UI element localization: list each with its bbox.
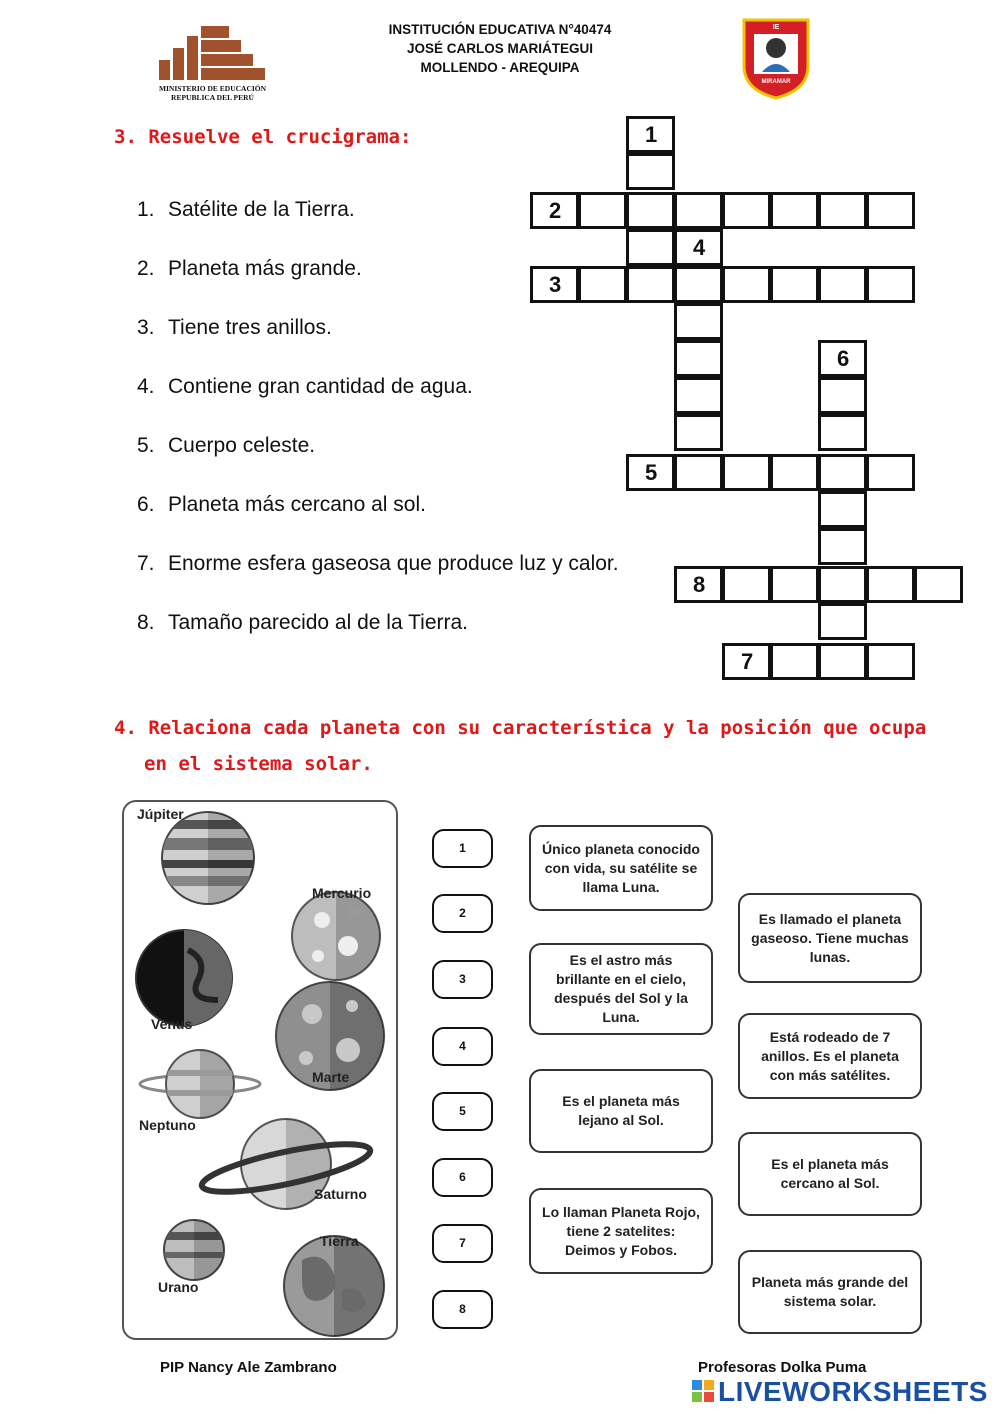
planet-label-saturn: Saturno xyxy=(314,1186,367,1202)
school-line-3: MOLLENDO - AREQUIPA xyxy=(420,60,580,75)
crossword-cell[interactable] xyxy=(674,414,723,451)
position-box-5[interactable]: 5 xyxy=(432,1092,493,1131)
description-mars[interactable]: Lo llaman Planeta Rojo, tiene 2 satelites: Deimos y Fobos. xyxy=(529,1188,713,1274)
crossword-cell[interactable] xyxy=(818,414,867,451)
clue-7: 7. Enorme esfera gaseosa que produce luz y calor. xyxy=(137,552,619,575)
ministry-logo xyxy=(155,22,267,82)
school-line-1: INSTITUCIÓN EDUCATIVA N°40474 xyxy=(388,22,612,37)
section4-title: 4. Relaciona cada planeta con su característica y la posición que ocupa en el sistema solar. xyxy=(114,717,927,775)
planet-label-mars: Marte xyxy=(312,1069,350,1085)
crossword-cell[interactable] xyxy=(818,266,867,303)
position-box-1[interactable]: 1 xyxy=(432,829,493,868)
school-header xyxy=(300,20,700,77)
crossword-cell[interactable] xyxy=(626,153,675,190)
crossword-cell[interactable] xyxy=(578,266,627,303)
clue-6: 6. Planeta más cercano al sol. xyxy=(137,493,426,516)
crossword-cell[interactable] xyxy=(626,266,675,303)
planet-label-venus: Venus xyxy=(151,1016,193,1032)
planet-label-neptune: Neptuno xyxy=(139,1117,196,1133)
crossword-cell[interactable] xyxy=(866,643,915,680)
planet-label-earth: Tierra xyxy=(320,1233,359,1249)
badge-text-miramar: MIRAMAR xyxy=(761,79,791,85)
crossword-cell[interactable] xyxy=(722,566,771,603)
clue-5: 5. Cuerpo celeste. xyxy=(137,434,316,457)
crossword-cell[interactable] xyxy=(674,266,723,303)
crossword-cell[interactable] xyxy=(626,192,675,229)
crossword-cell[interactable] xyxy=(818,528,867,565)
mars-image xyxy=(276,970,398,1110)
crossword-cell[interactable] xyxy=(674,192,723,229)
crossword-cell[interactable] xyxy=(866,566,915,603)
planet-label-uranus: Urano xyxy=(158,1279,199,1295)
crossword-cell[interactable] xyxy=(770,266,819,303)
position-box-4[interactable]: 4 xyxy=(432,1027,493,1066)
ministry-caption: MINISTERIO DE EDUCACIÓN REPUBLICA DEL PERÚ xyxy=(158,84,267,102)
school-line-2: JOSÉ CARLOS MARIÁTEGUI xyxy=(406,41,593,56)
crossword-cell[interactable]: 8 xyxy=(674,566,723,603)
saturn-image xyxy=(199,1110,374,1220)
crossword-cell[interactable] xyxy=(818,603,867,640)
crossword-cell[interactable] xyxy=(818,643,867,680)
crossword-cell[interactable] xyxy=(578,192,627,229)
uranus-image xyxy=(162,1210,234,1290)
crossword-cell[interactable] xyxy=(866,454,915,491)
clue-4: 4. Contiene gran cantidad de agua. xyxy=(137,375,473,398)
planet-label-jupiter: Júpiter xyxy=(137,806,184,822)
crossword-cell[interactable] xyxy=(674,340,723,377)
description-saturn[interactable]: Está rodeado de 7 anillos. Es el planeta con más satélites. xyxy=(738,1013,922,1099)
crossword-cell[interactable] xyxy=(866,266,915,303)
position-box-2[interactable]: 2 xyxy=(432,894,493,933)
crossword-cell[interactable] xyxy=(818,377,867,414)
footer-left-author: PIP Nancy Ale Zambrano xyxy=(160,1359,337,1376)
crossword-cell[interactable] xyxy=(674,377,723,414)
clue-1: 1. Satélite de la Tierra. xyxy=(137,198,355,221)
crossword-cell[interactable] xyxy=(770,643,819,680)
position-box-3[interactable]: 3 xyxy=(432,960,493,999)
description-neptune[interactable]: Es el planeta más lejano al Sol. xyxy=(529,1069,713,1153)
crossword-cell[interactable] xyxy=(722,266,771,303)
crossword-cell[interactable] xyxy=(818,491,867,528)
crossword-cell[interactable] xyxy=(770,192,819,229)
planet-illustrations xyxy=(122,800,398,1340)
crossword-cell[interactable] xyxy=(866,192,915,229)
crossword-cell[interactable] xyxy=(626,229,675,266)
position-box-6[interactable]: 6 xyxy=(432,1158,493,1197)
crossword-cell[interactable]: 2 xyxy=(530,192,579,229)
position-box-8[interactable]: 8 xyxy=(432,1290,493,1329)
crossword-cell[interactable] xyxy=(818,454,867,491)
description-jupiter-largest[interactable]: Planeta más grande del sistema solar. xyxy=(738,1250,922,1334)
description-earth[interactable]: Único planeta conocido con vida, su satélite se llama Luna. xyxy=(529,825,713,911)
liveworksheets-logo-icon xyxy=(690,1378,718,1406)
crossword-cell[interactable] xyxy=(770,454,819,491)
crossword-cell[interactable] xyxy=(674,454,723,491)
crossword-cell[interactable] xyxy=(674,303,723,340)
crossword-cell[interactable]: 1 xyxy=(626,116,675,153)
section3-title: 3. Resuelve el crucigrama: xyxy=(114,126,412,148)
description-jupiter-gaseous[interactable]: Es llamado el planeta gaseoso. Tiene muchas lunas. xyxy=(738,893,922,983)
crossword-cell[interactable]: 3 xyxy=(530,266,579,303)
school-badge xyxy=(740,16,812,100)
crossword-cell[interactable] xyxy=(722,454,771,491)
description-venus[interactable]: Es el astro más brillante en el cielo, después del Sol y la Luna. xyxy=(529,943,713,1035)
badge-text-ie: IE xyxy=(772,24,780,31)
footer-right-author: Profesoras Dolka Puma xyxy=(698,1359,867,1376)
planet-label-mercury: Mercurio xyxy=(312,885,372,901)
description-mercury[interactable]: Es el planeta más cercano al Sol. xyxy=(738,1132,922,1216)
crossword-cell[interactable]: 6 xyxy=(818,340,867,377)
liveworksheets-brand[interactable]: LIVEWORKSHEETS xyxy=(718,1376,988,1407)
clue-8: 8. Tamaño parecido al de la Tierra. xyxy=(137,611,468,634)
crossword-cell[interactable] xyxy=(818,192,867,229)
clue-2: 2. Planeta más grande. xyxy=(137,257,362,280)
crossword-cell[interactable] xyxy=(914,566,963,603)
crossword-cell[interactable] xyxy=(818,566,867,603)
crossword-cell[interactable] xyxy=(770,566,819,603)
position-box-7[interactable]: 7 xyxy=(432,1224,493,1263)
clue-3: 3. Tiene tres anillos. xyxy=(137,316,332,339)
crossword-cell[interactable]: 5 xyxy=(626,454,675,491)
crossword-cell[interactable]: 7 xyxy=(722,643,771,680)
crossword-cell[interactable] xyxy=(722,192,771,229)
crossword-cell[interactable]: 4 xyxy=(674,229,723,266)
